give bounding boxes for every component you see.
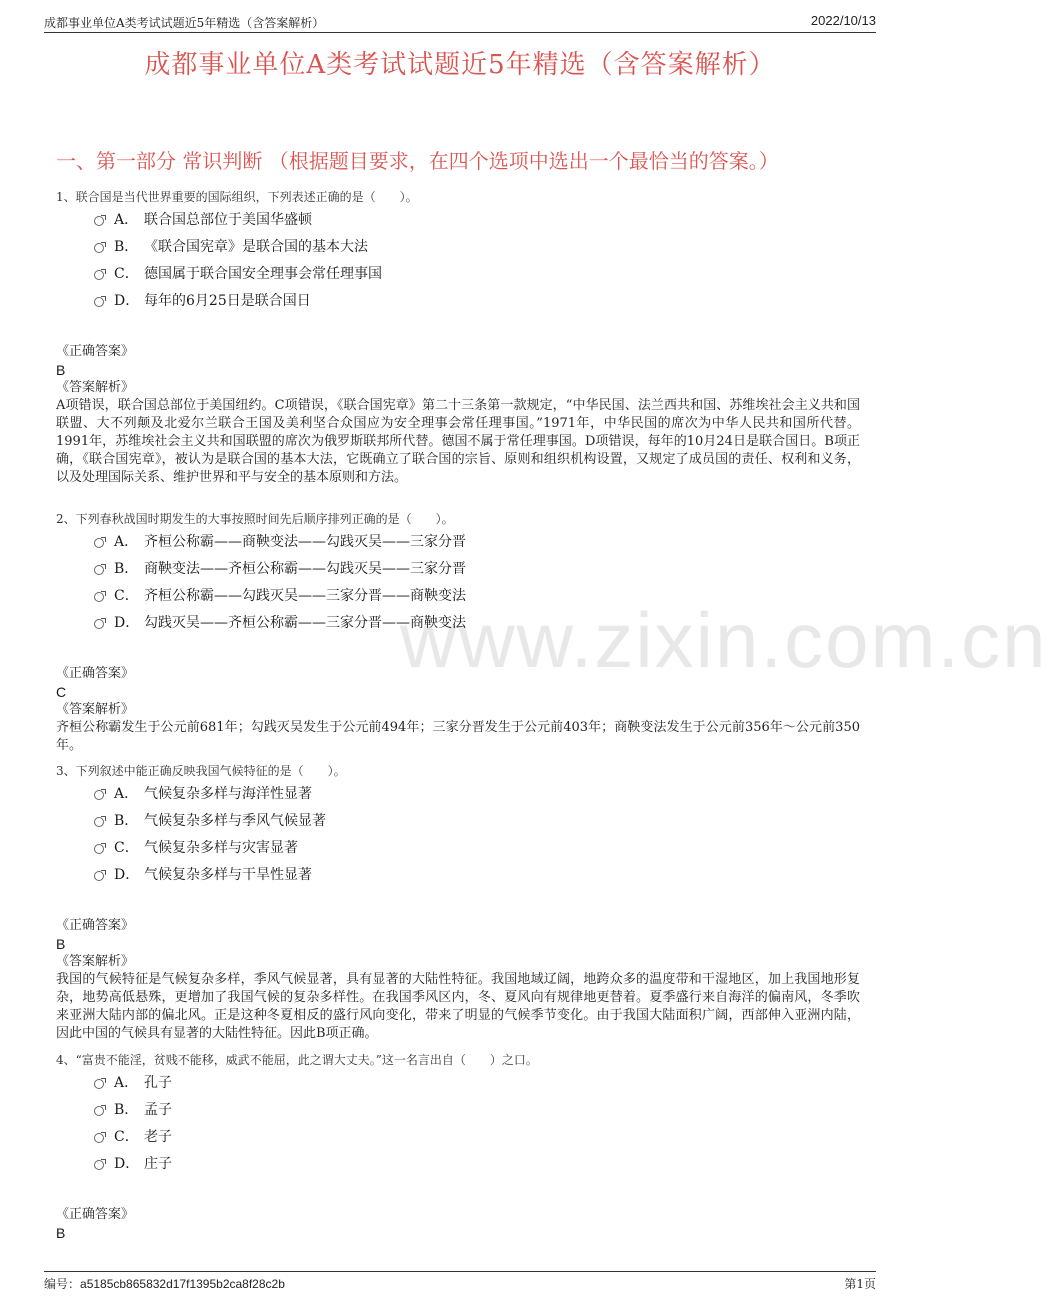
option-a[interactable]: A． 孔子 — [56, 1070, 860, 1097]
explanation-text: 我国的气候特征是气候复杂多样，季风气候显著，具有显著的大陆性特征。我国地域辽阔，地跨众多的温度带和干湿地区，加上我国地形复杂，地势高低悬殊，更增加了我国气候的复杂多样性。在我国季风区内，冬、夏风向有规律地更替着。夏季盛行来自海洋的偏南风，冬季吹来亚洲大陆内部的偏北风。正是这种冬夏相反的盛行风向变化，带来了明显的气候季节变化。由于我国大陆面积广阔，西部伸入亚洲内陆，因此中国的气候具有显著的大陆性特征。因此B项正确。 — [56, 972, 860, 1041]
question-4 — [56, 1052, 860, 1242]
question-3 — [56, 763, 860, 1043]
option-d[interactable]: D． 每年的6月25日是联合国日 — [56, 288, 860, 315]
question-text: 3、下列叙述中能正确反映我国气候特征的是（ ）。 — [56, 764, 346, 778]
radio-icon[interactable] — [94, 1079, 104, 1089]
radio-icon[interactable] — [94, 1106, 104, 1116]
header-doc-title: 成都事业单位A类考试试题近5年精选（含答案解析） — [44, 16, 325, 30]
explanation-label: 《答案解析》 — [56, 380, 135, 395]
radio-icon[interactable] — [94, 619, 104, 629]
radio-icon[interactable] — [94, 844, 104, 854]
option-a[interactable]: A． 联合国总部位于美国华盛顿 — [56, 207, 860, 234]
section-heading: 一、第一部分 常识判断 （根据题目要求，在四个选项中选出一个最恰当的答案。） — [56, 149, 779, 173]
question-2 — [56, 511, 860, 755]
option-a[interactable]: A． 齐桓公称霸——商鞅变法——勾践灭吴——三家分晋 — [56, 529, 860, 556]
answer-value: B — [56, 1225, 66, 1241]
option-c[interactable]: C． 老子 — [56, 1124, 860, 1151]
page-header — [44, 12, 876, 33]
explanation-label: 《答案解析》 — [56, 954, 135, 969]
option-c[interactable]: C． 齐桓公称霸——勾践灭吴——三家分晋——商鞅变法 — [56, 583, 860, 610]
radio-icon[interactable] — [94, 216, 104, 226]
option-a[interactable]: A． 气候复杂多样与海洋性显著 — [56, 781, 860, 808]
radio-icon[interactable] — [94, 592, 104, 602]
radio-icon[interactable] — [94, 297, 104, 307]
answer-value: C — [56, 684, 67, 700]
answer-label: 《正确答案》 — [56, 918, 135, 933]
radio-icon[interactable] — [94, 817, 104, 827]
radio-icon[interactable] — [94, 1160, 104, 1170]
page-number: 第1页 — [844, 1277, 876, 1291]
question-1 — [56, 189, 860, 487]
radio-icon[interactable] — [94, 790, 104, 800]
option-c[interactable]: C． 气候复杂多样与灾害显著 — [56, 835, 860, 862]
explanation-text: 齐桓公称霸发生于公元前681年；勾践灭吴发生于公元前494年；三家分晋发生于公元前403年；商鞅变法发生于公元前356年～公元前350年。 — [56, 720, 860, 753]
answer-value: B — [56, 936, 66, 952]
answer-label: 《正确答案》 — [56, 344, 135, 359]
option-b[interactable]: B． 孟子 — [56, 1097, 860, 1124]
option-c[interactable]: C． 德国属于联合国安全理事会常任理事国 — [56, 261, 860, 288]
question-text: 2、下列春秋战国时期发生的大事按照时间先后顺序排列正确的是（ ）。 — [56, 512, 454, 526]
radio-icon[interactable] — [94, 538, 104, 548]
radio-icon[interactable] — [94, 243, 104, 253]
answer-value: B — [56, 362, 66, 378]
explanation-text: A项错误，联合国总部位于美国纽约。C项错误，《联合国宪章》第二十三条第一款规定，“中华民国、法兰西共和国、苏维埃社会主义共和国联盟、大不列颠及北爱尔兰联合王国及美利坚合众国应为安全理事会常任理事国。”1971年，中华民国的席次为中华人民共和国所代替。1991年，苏维埃社会主义共和国联盟的席次为俄罗斯联邦所代替。德国不属于常任理事国。D项错误，每年的10月24日是联合国日。B项正确，《联合国宪章》，被认为是联合国的基本大法，它既确立了联合国的宗旨、原则和组织机构设置，又规定了成员国的责任、权利和义务，以及处理国际关系、维护世界和平与安全的基本原则和方法。 — [56, 398, 860, 485]
serial-number: 编号：a5185cb865832d17f1395b2ca8f28c2b — [44, 1277, 285, 1291]
page-title: 成都事业单位A类考试试题近5年精选（含答案解析） — [144, 50, 776, 80]
question-text: 1、联合国是当代世界重要的国际组织，下列表述正确的是（ ）。 — [56, 190, 418, 204]
option-d[interactable]: D． 庄子 — [56, 1151, 860, 1178]
watermark: www.zixin.com.cn — [400, 596, 1047, 684]
radio-icon[interactable] — [94, 565, 104, 575]
answer-label: 《正确答案》 — [56, 1207, 135, 1222]
question-text: 4、“富贵不能淫，贫贱不能移，威武不能屈，此之谓大丈夫。”这一名言出自（ ）之口。 — [56, 1053, 538, 1067]
explanation-label: 《答案解析》 — [56, 702, 135, 717]
option-b[interactable]: B． 商鞅变法——齐桓公称霸——勾践灭吴——三家分晋 — [56, 556, 860, 583]
option-b[interactable]: B． 《联合国宪章》是联合国的基本大法 — [56, 234, 860, 261]
radio-icon[interactable] — [94, 871, 104, 881]
option-d[interactable]: D． 气候复杂多样与干旱性显著 — [56, 862, 860, 889]
radio-icon[interactable] — [94, 1133, 104, 1143]
radio-icon[interactable] — [94, 270, 104, 280]
header-date: 2022/10/13 — [810, 13, 876, 28]
option-b[interactable]: B． 气候复杂多样与季风气候显著 — [56, 808, 860, 835]
option-d[interactable]: D． 勾践灭吴——齐桓公称霸——三家分晋——商鞅变法 — [56, 610, 860, 637]
page-footer — [44, 1271, 876, 1292]
answer-label: 《正确答案》 — [56, 666, 135, 681]
